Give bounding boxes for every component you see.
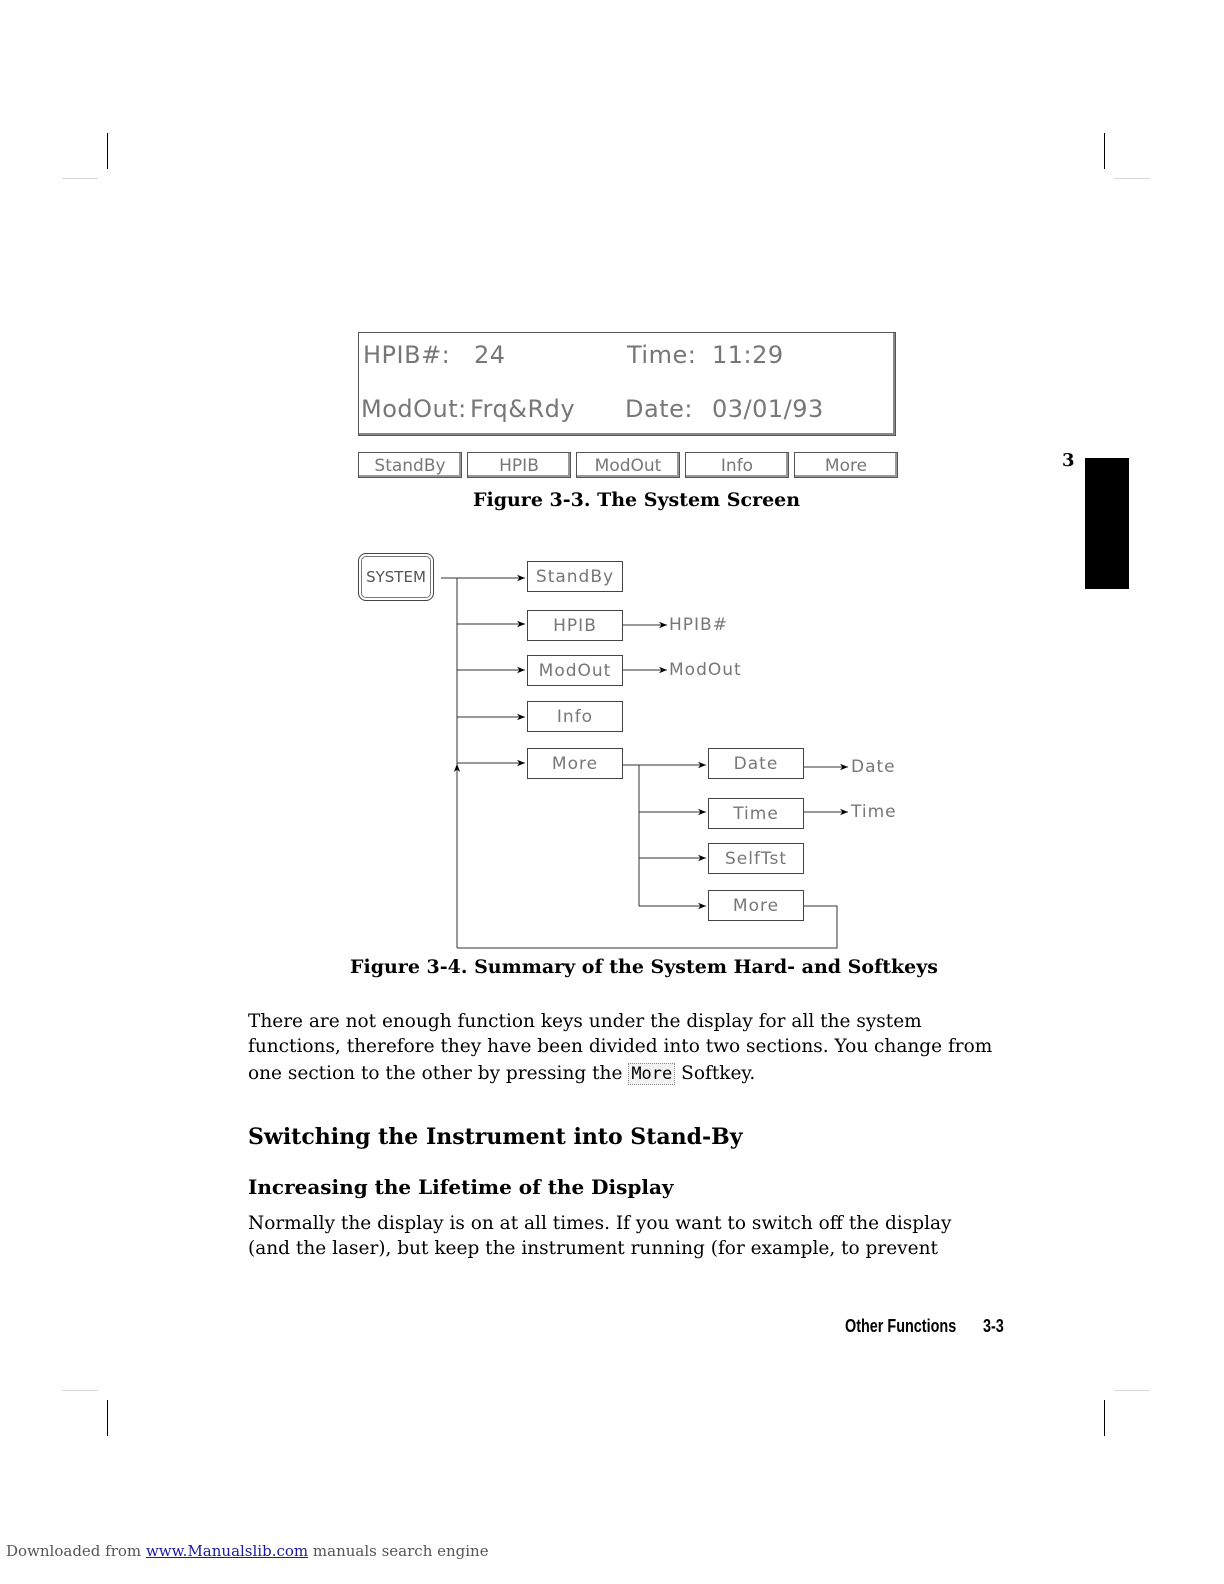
softkey-info[interactable]: Info <box>685 452 789 478</box>
hpib-value: 24 <box>474 341 506 369</box>
date-value: 03/01/93 <box>712 395 824 423</box>
modout-label: ModOut: <box>361 395 467 423</box>
softkey-standby[interactable]: StandBy <box>358 452 462 478</box>
softkey-more[interactable]: More <box>794 452 898 478</box>
sub-heading: Increasing the Lifetime of the Display <box>248 1175 674 1199</box>
para1-line3-before: one section to the other by pressing the <box>248 1063 623 1084</box>
diagram-output-time: Time <box>851 802 897 822</box>
hpib-label: HPIB#: <box>363 341 451 369</box>
section-heading: Switching the Instrument into Stand-By <box>248 1124 743 1150</box>
diagram-output-hpib: HPIB# <box>669 615 728 635</box>
modout-value: Frq&Rdy <box>470 395 576 423</box>
diagram-output-modout: ModOut <box>669 660 742 680</box>
diagram-box-hpib: HPIB <box>527 610 623 641</box>
diagram-box-selftst: SelfTst <box>708 843 804 874</box>
softkey-hpib[interactable]: HPIB <box>467 452 571 478</box>
diagram-box-time: Time <box>708 798 804 829</box>
diagram-box-standby: StandBy <box>527 561 623 592</box>
para2-line1: Normally the display is on at all times. If you want to switch off the display <box>248 1213 952 1234</box>
paragraph-softkey-sections <box>248 1010 1008 1087</box>
diagram-box-modout: ModOut <box>527 655 623 686</box>
diagram-box-date: Date <box>708 748 804 779</box>
diagram-box-more: More <box>527 748 623 779</box>
download-prefix: Downloaded from <box>6 1542 142 1560</box>
softkey-modout[interactable]: ModOut <box>576 452 680 478</box>
download-suffix: manuals search engine <box>312 1542 489 1560</box>
time-value: 11:29 <box>712 341 784 369</box>
diagram-box-more-2: More <box>708 890 804 921</box>
figure-3-3-caption: Figure 3-3. The System Screen <box>473 489 801 511</box>
footer-page-number: 3-3 <box>983 1316 1004 1336</box>
download-notice <box>6 1542 489 1560</box>
time-label: Time: <box>627 341 697 369</box>
system-hardkey[interactable]: SYSTEM <box>358 553 434 601</box>
para1-line2: functions, therefore they have been divided into two sections. You change from <box>248 1035 993 1057</box>
para2-line2: (and the laser), but keep the instrument running (for example, to prevent <box>248 1237 938 1259</box>
diagram-box-info: Info <box>527 701 623 732</box>
more-softkey-reference: More <box>628 1063 675 1085</box>
diagram-output-date: Date <box>851 757 896 777</box>
paragraph-display-lifetime <box>248 1212 1008 1261</box>
para1-line3 <box>248 1062 1008 1087</box>
chapter-number: 3 <box>1062 450 1075 471</box>
date-label: Date: <box>625 395 693 423</box>
figure-3-4-caption: Figure 3-4. Summary of the System Hard- and Softkeys <box>350 956 939 978</box>
footer-section-title: Other Functions <box>845 1316 957 1336</box>
manualslib-link[interactable]: www.Manualslib.com <box>145 1542 309 1560</box>
para1-line1: There are not enough function keys under the display for all the system <box>248 1011 922 1032</box>
para1-line3-after: Softkey. <box>681 1063 756 1084</box>
